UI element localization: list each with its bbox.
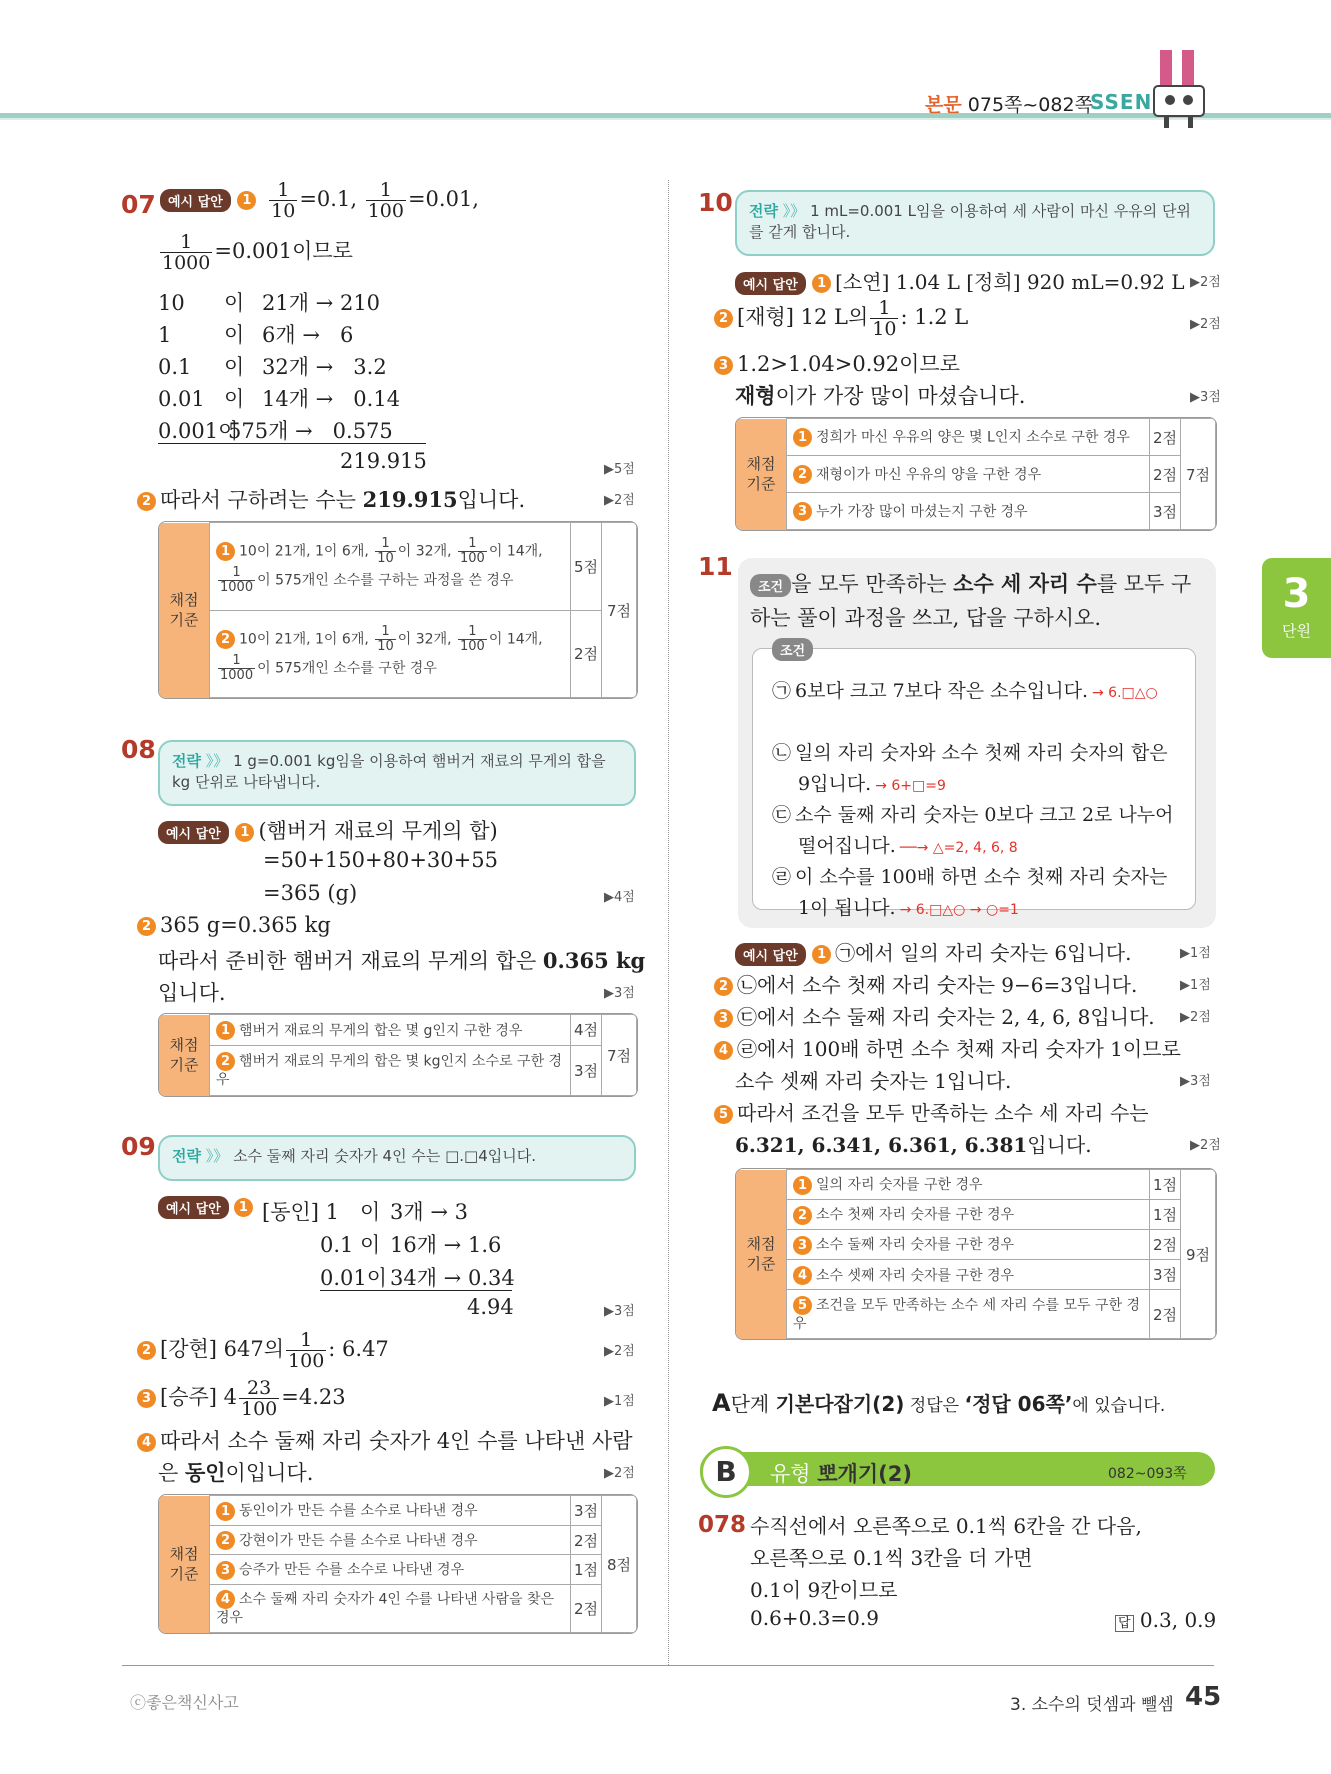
unit-tab [1262,558,1331,658]
hint-note: → 6.□△○ → ○=1 [899,902,1019,918]
hint-note: → 6+□=9 [875,778,946,794]
q08-strategy-text: 1 g=0.001 kg임을 이용하여 햄버거 재료의 무게의 합을 kg 단위로 나타냅니다. [172,752,606,791]
q10-answer: 재형 [735,383,776,408]
hint-note: ──→ △=2, 4, 6, 8 [899,840,1018,856]
q11-points-2: ▶1점 [1180,978,1211,993]
copyright: ⓒ좋은책신사고 [130,1693,239,1712]
step-1-icon: 1 [237,191,256,210]
q09-grading-table: 채점 기준 1 동인이가 만든 수를 소수로 나타낸 경우 3점 8점 2 강현이가 만든 수를 소수로 나타낸 경우 2점 3 승주가 만든 수를 소수로 나타낸 경우 1점 4 소수 둘째 자리 숫자가 4인 수를 나타낸 사람을 찾은 경우 2점 [158,1494,638,1634]
example-answer-badge: 예시 답안 [160,189,231,212]
q09-line3: 3 [승주] 4 $\frac{23}{100}$ =4.23 [137,1378,346,1419]
q07-step2-tail: 입니다. [457,488,526,512]
q10-line1: 예시 답안 1 [소연] 1.04 L [정희] 920 mL=0.92 L [735,266,1185,295]
page-number: 45 [1185,1682,1222,1712]
q078-line3: 0.1이 9칸이므로 [750,1578,898,1602]
q07-grade-row2: 2 10이 21개, 1이 6개, $\frac{1}{10}$ 이 32개, $\frac{1}{100}$ 이 14개, $\frac{1}{1000}$ 이 575개인 소수를 구한 경우 [210,610,571,698]
brand-logo: SSEN [1090,90,1153,114]
q10-strategy-box: 전략 》》 1 mL=0.001 L임을 이용하여 세 사람이 마신 우유의 단위를 같게 합니다. [735,190,1215,256]
score: 5점 [571,523,602,611]
q07-grade-row1: 1 10이 21개, 1이 6개, $\frac{1}{10}$ 이 32개, $\frac{1}{100}$ 이 14개, $\frac{1}{1000}$ 이 575개인 소수를 구하는 과정을 쓴 경우 [210,523,571,611]
q11-step2: 2 ㉡에서 소수 첫째 자리 숫자는 9−6=3입니다. [714,969,1137,998]
step-2-icon: 2 [137,492,156,511]
q07-row: 0.01 이 14개 → 0.14 [158,387,401,411]
q11-condition-item: ㉣ 이 소수를 100배 하면 소수 첫째 자리 숫자는 1이 됩니다. → 6.□△○ → ○=1 [772,866,1168,919]
q11-step5: 5 따라서 조건을 모두 만족하는 소수 세 자리 수는 [714,1097,1149,1126]
q08-strategy-box: 전략 》》 1 g=0.001 kg임을 이용하여 햄버거 재료의 무게의 합을 kg 단위로 나타냅니다. [158,740,636,806]
q11-step5b: 6.321, 6.341, 6.361, 6.381입니다. [735,1133,1092,1157]
q09-points-4: ▶2점 [604,1466,635,1481]
q11-points-5: ▶2점 [1190,1138,1221,1153]
grade-label: 채점 기준 [159,523,210,698]
answer-label-icon: 답 [1115,1615,1134,1632]
q07-line2 [158,232,353,273]
score: 2점 [571,610,602,698]
fraction: $\frac{1}{100}$ [367,179,404,222]
q07-line1 [160,180,479,221]
stage-b-letter: B [700,1446,752,1498]
stage-b-title: 유형 뽀개기(2) [770,1462,912,1486]
q07-line2-text: =0.001이므로 [214,239,353,263]
q07-points-2: ▶2점 [604,493,635,508]
unit-number: 3 [1282,571,1311,617]
q11-condition-item: ㉠ 6보다 크고 7보다 작은 소수입니다. → 6.□△○ [772,680,1158,702]
fraction: $\frac{1}{10}$ [271,179,296,222]
q08-line5: 따라서 준비한 햄버거 재료의 무게의 합은 0.365 kg [158,948,646,973]
question-number-09: 09 [121,1132,156,1161]
q11-step1: 예시 답안 1 ㉠에서 일의 자리 숫자는 6입니다. [735,937,1131,966]
question-number-11: 11 [698,552,733,581]
q07-row: 0.001이575개 → 0.575 [158,419,393,443]
header-page-range: 본문 075쪽~082쪽 [925,94,1093,116]
stage-a-letter: A [712,1389,731,1417]
q07-row: 0.1 이 32개 → 3.2 [158,355,387,379]
mascot-icon [1150,50,1210,130]
q07-eq2: =0.01, [407,187,479,211]
question-number-10: 10 [698,188,733,217]
q11-step4b: 소수 셋째 자리 숫자는 1입니다. [735,1069,1012,1093]
stage-b-range: 082~093쪽 [1108,1466,1187,1482]
q09-strategy-text: 소수 둘째 자리 숫자가 4인 수는 □.□4입니다. [233,1147,536,1165]
q09-answer: 동인 [184,1460,226,1485]
question-number-08: 08 [121,735,156,764]
q11-points-3: ▶2점 [1180,1010,1211,1025]
q07-row: 10 이 21개 → 210 [158,291,381,315]
q11-points-1: ▶1점 [1180,946,1211,961]
q08-points-2: ▶3점 [604,986,635,1001]
q11-answer: 6.321, 6.341, 6.361, 6.381 [735,1133,1028,1157]
q09-strategy-box: 전략 》》 소수 둘째 자리 숫자가 4인 수는 □.□4입니다. [158,1135,636,1181]
q08-line1-text: (햄버거 재료의 무게의 합) [258,819,498,843]
q11-step3: 3 ㉢에서 소수 둘째 자리 숫자는 2, 4, 6, 8입니다. [714,1001,1155,1030]
q08-answer: 0.365 kg [542,948,646,973]
question-number-078: 078 [698,1512,747,1538]
fraction: $\frac{1}{1000}$ [162,231,211,274]
hint-note: → 6.□△○ [1092,685,1158,701]
q10-grading-table: 채점 기준 1 정희가 마신 우유의 양은 몇 L인지 소수로 구한 경우 2점 7점 2 재형이가 마신 우유의 양을 구한 경우 2점 3 누가 가장 많이 마셨는지 구한 경우 3점 [735,417,1217,531]
q08-line6: 입니다. [158,981,226,1005]
q07-points-1: ▶5점 [604,462,635,477]
chapter-title: 3. 소수의 덧셈과 뺄셈 [1010,1695,1174,1715]
q11-condition-item: ㉢ 소수 둘째 자리 숫자는 0보다 크고 2로 나누어 떨어집니다. ──→ △=2, 4, 6, 8 [772,804,1174,857]
q09-points-2: ▶2점 [604,1344,635,1359]
q078-line4: 0.6+0.3=0.9 [750,1606,879,1630]
condition-badge: 조건 [750,574,791,597]
q07-grading-table [158,521,638,699]
q08-line3: =365 (g) [263,881,358,905]
q078-line1: 수직선에서 오른쪽으로 0.1씩 6칸을 간 다음, [750,1514,1142,1538]
q11-grading-table: 채점 기준 1 일의 자리 숫자를 구한 경우 1점 9점 2 소수 첫째 자리 숫자를 구한 경우 1점 3 소수 둘째 자리 숫자를 구한 경우 2점 4 소수 셋째 자리 숫자를 구한 경우 3점 5 조건을 모두 만족하는 소수 세 자리 수를 모두 구한 경우 2점 [735,1168,1217,1340]
stage-a-note: A단계 기본다잡기(2) 정답은 ‘정답 06쪽’에 있습니다. [712,1389,1166,1417]
q08-points-1: ▶4점 [604,890,635,905]
q078-line2: 오른쪽으로 0.1씩 3칸을 더 가면 [750,1546,1033,1570]
total-score: 7점 [602,523,637,698]
question-number-07: 07 [121,190,156,219]
q10-points-1: ▶2점 [1190,275,1221,290]
q11-prompt-line2: 하는 풀이 과정을 쓰고, 답을 구하시오. [750,606,1102,630]
q09-line4: 4 따라서 소수 둘째 자리 숫자가 4인 수를 나타낸 사람 [137,1425,632,1455]
q09-row: 0.1 이 16개 → 1.6 [320,1233,502,1257]
q078-answer: 답 0.3, 0.9 [1115,1608,1216,1632]
q07-sum: 219.915 [340,449,427,473]
q07-step2 [137,484,525,514]
sum-rule [158,443,426,444]
q09-row: 0.01이 34개 → 0.34 [320,1266,515,1290]
q10-line2: 2 [재형] 12 L의 $\frac{1}{10}$ : 1.2 L [714,298,968,339]
unit-label: 단원 [1282,622,1311,640]
q11-conditions-label: 조건 [772,638,813,661]
sum-rule [320,1290,512,1291]
q07-step2-text: 따라서 구하려는 수는 [160,488,363,512]
footer-rule [122,1665,1214,1666]
q09-line2: 2 [강현] 647의 $\frac{1}{100}$ : 6.47 [137,1330,389,1371]
q10-points-2: ▶2점 [1190,317,1221,332]
q07-row: 1 이 6개 → 6 [158,323,354,347]
q08-line1 [158,815,498,845]
q10-strategy-text: 1 mL=0.001 L임을 이용하여 세 사람이 마신 우유의 단위를 같게 합니다. [749,202,1191,241]
q10-points-3: ▶3점 [1190,390,1221,405]
step-1-icon: 1 [235,823,254,842]
q11-prompt-line1: 조건 을 모두 만족하는 소수 세 자리 수를 모두 구 [750,568,1191,598]
q09-line5: 은 동인이입니다. [158,1460,314,1485]
q11-points-4: ▶3점 [1180,1074,1211,1089]
q09-points-3: ▶1점 [604,1394,635,1409]
q10-line4: 재형이가 가장 많이 마셨습니다. [735,383,1026,408]
q08-line4: 2 365 g=0.365 kg [137,913,331,937]
q08-line2: =50+150+80+30+55 [263,848,498,872]
q09-points-1: ▶3점 [604,1304,635,1319]
example-answer-badge: 예시 답안 [158,821,229,844]
q09-badge-row: 예시 답안 1 [158,1196,257,1219]
q07-answer: 219.915 [362,487,458,512]
q11-step4: 4 ㉣에서 100배 하면 소수 첫째 자리 숫자가 1이므로 [714,1033,1181,1062]
q09-row: [동인] 1 이 3개 → 3 [262,1200,468,1224]
header-rule-light [0,118,1331,120]
column-divider [668,180,669,1665]
q11-condition-item: ㉡ 일의 자리 숫자와 소수 첫째 자리 숫자의 합은 9입니다. → 6+□=9 [772,742,1168,795]
q10-line3: 3 1.2>1.04>0.92이므로 [714,348,960,378]
q07-eq1: =0.1, [299,187,357,211]
q09-sum: 4.94 [467,1295,514,1319]
q08-grading-table: 채점 기준 1 햄버거 재료의 무게의 합은 몇 g인지 구한 경우 4점 7점 2 햄버거 재료의 무게의 합은 몇 kg인지 소수로 구한 경우 3점 [158,1013,638,1097]
